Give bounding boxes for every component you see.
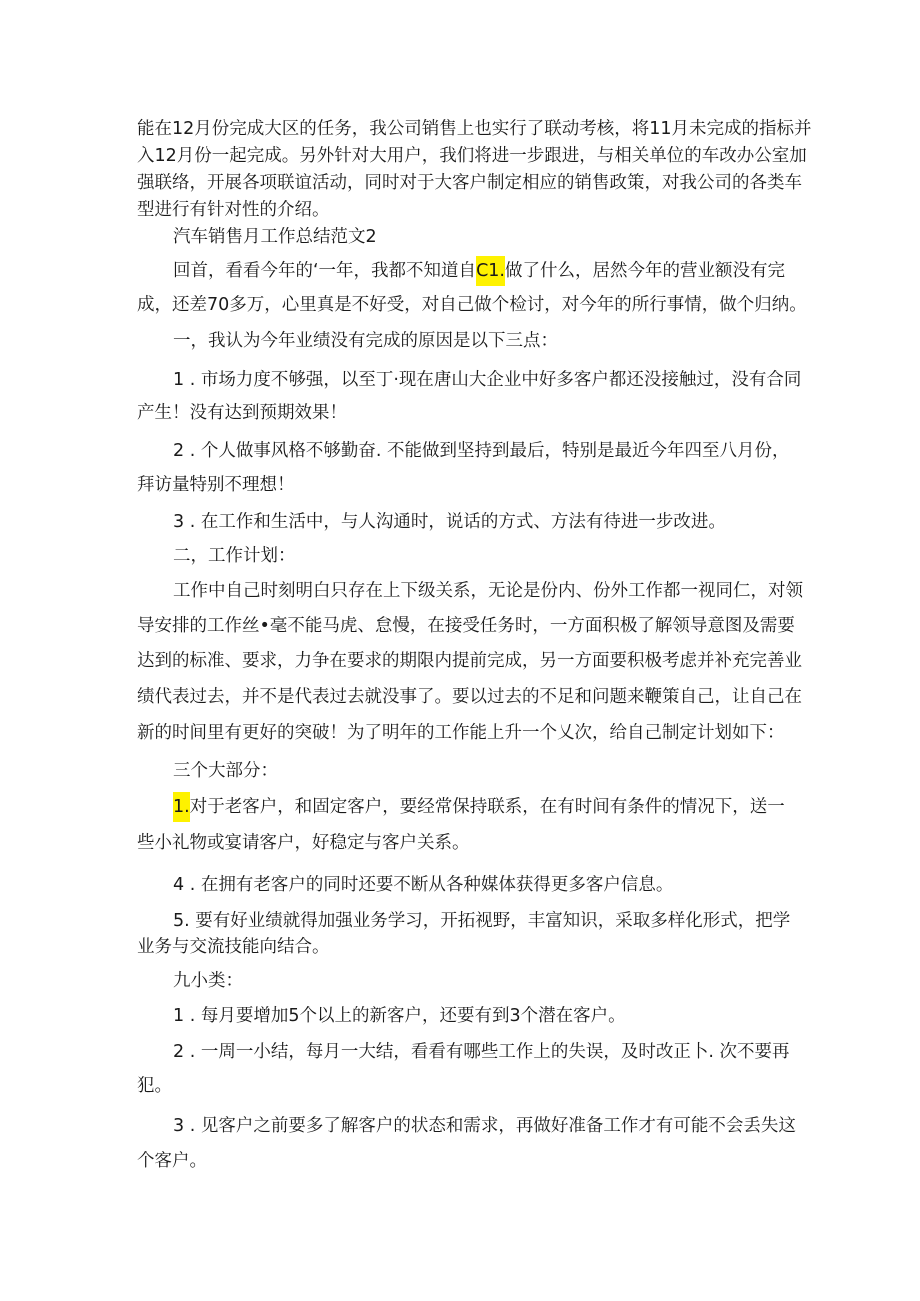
- list-item-highlighted: [173, 796, 785, 818]
- list-item: 2 . 一周一小结，每月一大结，看看有哪些工作上的失误，及时改正卜. 次不要再: [173, 1042, 790, 1062]
- paragraph-line: 能在12月份完成大区的任务，我公司销售上也实行了联动考核，将11月未完成的指标并: [137, 119, 812, 139]
- paragraph-line: 入12月份一起完成。另外针对大用户，我们将进一步跟进，与相关单位的车改办公室加: [137, 146, 807, 166]
- list-item-continuation: 些小礼物或宴请客户，好稳定与客户关系。: [137, 833, 470, 853]
- paragraph-line-highlighted: [173, 260, 785, 282]
- highlight-mark: C1.: [476, 256, 505, 286]
- list-item: 1 . 市场力度不够强，以至丁·现在唐山大企业中好多客户都还没接触过，没有合同: [173, 370, 802, 390]
- list-heading: 九小类：: [173, 971, 243, 991]
- list-item: 2 . 个人做事风格不够勤奋. 不能做到坚持到最后，特别是最近今年四至八月份，: [173, 441, 790, 461]
- paragraph-line: 绩代表过去，并不是代表过去就没事了。要以过去的不足和问题来鞭策自己，让自己在: [137, 687, 802, 707]
- paragraph-line: 强联络，开展各项联谊活动，同时对于大客户制定相应的销售政策，对我公司的各类车: [137, 173, 802, 193]
- highlight-mark: 1.: [173, 792, 190, 822]
- list-heading: 三个大部分：: [173, 761, 278, 781]
- list-item-continuation: 犯。: [137, 1076, 172, 1096]
- paragraph-line: 达到的标准、要求，力争在要求的期限内提前完成，另一方面要积极考虑并补充完善业: [137, 651, 802, 671]
- list-item-continuation: 拜访量特别不理想！: [137, 475, 295, 495]
- list-item: 1 . 每月要增加5个以上的新客户，还要有到3个潜在客户。: [173, 1006, 626, 1026]
- list-item-continuation: 业务与交流技能向结合。: [137, 937, 330, 957]
- paragraph-line: 成，还差70多万，心里真是不好受，对自己做个检讨，对今年的所行事情，做个归纳。: [137, 295, 807, 315]
- line-text: 回首，看看今年的‘一年，我都不知道自: [173, 261, 477, 281]
- section-heading: 汽车销售月工作总结范文2: [173, 227, 377, 247]
- list-item-continuation: 个客户。: [137, 1151, 207, 1171]
- list-item: 5. 要有好业绩就得加强业务学习，开拓视野，丰富知识，采取多样化形式，把学: [173, 911, 791, 931]
- list-item: 3 . 在工作和生活中，与人沟通时，说话的方式、方法有待进一步改进。: [173, 512, 726, 532]
- list-heading: 一，我认为今年业绩没有完成的原因是以下三点：: [173, 331, 558, 351]
- line-text: 做了什么，居然今年的营业额没有完: [504, 261, 785, 281]
- list-item: 4 . 在拥有老客户的同时还要不断从各种媒体获得更多客户信息。: [173, 875, 674, 895]
- list-item-continuation: 产生！没有达到预期效果！: [137, 403, 347, 423]
- paragraph-line: 型进行有针对性的介绍。: [137, 200, 330, 220]
- list-heading: 二，工作计划：: [173, 546, 296, 566]
- paragraph-line: 工作中自己时刻明白只存在上下级关系，无论是份内、份外工作都一视同仁，对领: [173, 581, 803, 601]
- paragraph-line: 导安排的工作丝•毫不能马虎、怠慢，在接受任务时，一方面积极了解领导意图及需要: [137, 616, 795, 636]
- line-text: 对于老客户，和固定客户，要经常保持联系，在有时间有条件的情况下，送一: [189, 797, 785, 817]
- list-item: 3 . 见客户之前要多了解客户的状态和需求，再做好准备工作才有可能不会丢失这: [173, 1116, 796, 1136]
- paragraph-line: 新的时间里有更好的突破！为了明年的工作能上升一个乂次，给自己制定计划如下：: [137, 723, 785, 743]
